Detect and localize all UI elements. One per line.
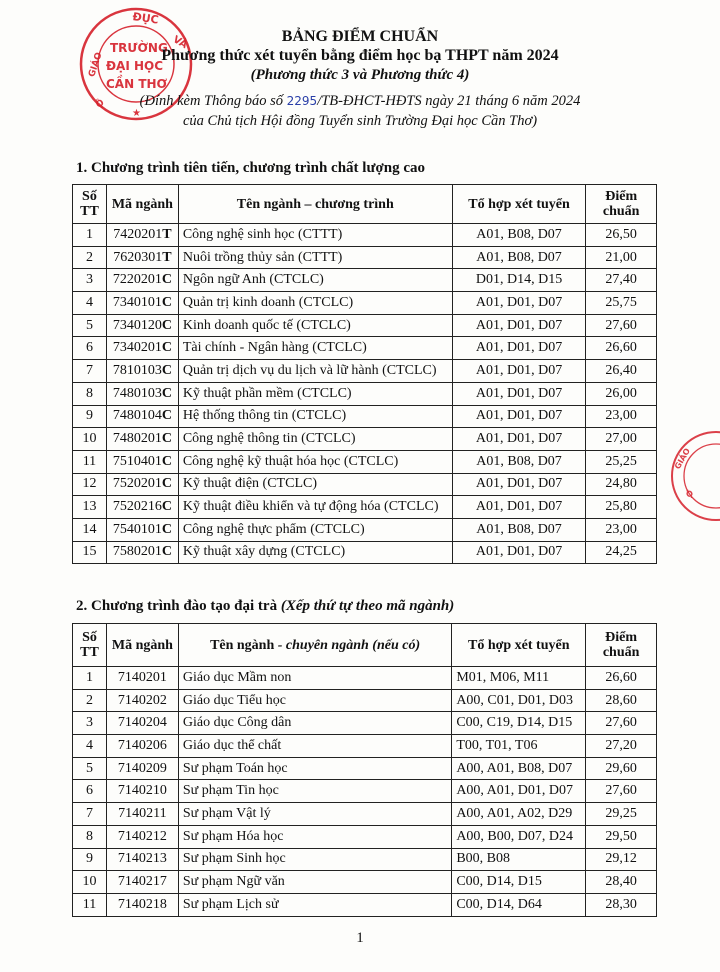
major-code-suffix: C [161, 340, 172, 356]
row-number: 3 [73, 269, 107, 292]
row-number: 2 [73, 689, 107, 712]
subject-combination: A01, D01, D07 [452, 292, 586, 315]
cutoff-score: 23,00 [586, 405, 657, 428]
major-name: Giáo dục Tiểu học [178, 689, 451, 712]
cutoff-score: 28,30 [586, 893, 657, 916]
major-code-suffix: C [161, 431, 172, 447]
major-name: Sư phạm Hóa học [178, 825, 451, 848]
major-code: 7140211 [106, 803, 178, 826]
table-row [73, 450, 657, 473]
row-number: 5 [73, 757, 107, 780]
cutoff-score: 27,60 [586, 780, 657, 803]
subject-combination: A00, B00, D07, D24 [452, 825, 586, 848]
major-code: 7140209 [106, 757, 178, 780]
row-number: 13 [73, 496, 107, 519]
row-number: 7 [73, 360, 107, 383]
row-number: 14 [73, 518, 107, 541]
document-subtitle: Phương thức xét tuyển bằng điểm học bạ THPT năm 2024 [161, 47, 559, 64]
major-name: Sư phạm Lịch sử [178, 893, 451, 916]
table-row [73, 428, 657, 451]
subject-combination: A01, D01, D07 [452, 405, 586, 428]
major-name: Sư phạm Ngữ văn [178, 871, 451, 894]
subject-combination: A01, B08, D07 [452, 450, 586, 473]
major-code-suffix: C [161, 499, 172, 515]
col-header-score: Điểm chuẩn [586, 185, 657, 224]
major-code-suffix: C [161, 294, 172, 310]
row-number: 3 [73, 712, 107, 735]
subject-combination: A01, D01, D07 [452, 428, 586, 451]
major-code-suffix: C [161, 317, 172, 333]
major-code-suffix: T [162, 226, 172, 242]
table-row [73, 803, 657, 826]
major-code-suffix: C [161, 453, 172, 469]
col-header-name-sub: - chuyên ngành (nếu có) [274, 637, 421, 653]
major-name: Kỹ thuật điện (CTCLC) [178, 473, 452, 496]
major-code [106, 246, 178, 269]
major-code: 7140206 [106, 735, 178, 758]
major-name: Kỹ thuật xây dựng (CTCLC) [178, 541, 452, 564]
table-row [73, 473, 657, 496]
table-row [73, 825, 657, 848]
table-row [73, 246, 657, 269]
table-row [73, 712, 657, 735]
svg-text:ĐẠI HỌC: ĐẠI HỌC [106, 59, 164, 73]
subject-combination: A01, D01, D07 [452, 496, 586, 519]
cutoff-score: 27,60 [586, 712, 657, 735]
section2-heading-text: 2. Chương trình đào tạo đại trà [76, 598, 281, 614]
cutoff-score: 23,00 [586, 518, 657, 541]
col-header-name-main: Tên ngành [210, 637, 275, 653]
major-code-digits: 7340201 [112, 340, 162, 356]
cutoff-score: 26,50 [586, 224, 657, 247]
cutoff-score: 27,20 [586, 735, 657, 758]
major-name: Kỹ thuật phần mềm (CTCLC) [178, 382, 452, 405]
cutoff-score: 21,00 [586, 246, 657, 269]
major-code-suffix: C [161, 408, 172, 424]
major-name: Nuôi trồng thủy sản (CTTT) [178, 246, 452, 269]
major-code-suffix: C [161, 385, 172, 401]
table-row [73, 405, 657, 428]
table-row [73, 735, 657, 758]
major-code [106, 450, 178, 473]
col-header-combo: Tổ hợp xét tuyển [452, 185, 586, 224]
row-number: 10 [73, 428, 107, 451]
row-number: 8 [73, 382, 107, 405]
major-code-digits: 7810103 [112, 362, 162, 378]
cutoff-score: 25,80 [586, 496, 657, 519]
cutoff-score: 24,80 [586, 473, 657, 496]
major-code: 7140202 [106, 689, 178, 712]
major-code [106, 541, 178, 564]
attachment-note-line2: của Chủ tịch Hội đồng Tuyển sinh Trường Đại học Cần Thơ) [182, 113, 538, 129]
subject-combination: A01, D01, D07 [452, 337, 586, 360]
major-code-suffix: C [161, 362, 172, 378]
col-header-code: Mã ngành [106, 185, 178, 224]
table-row [73, 689, 657, 712]
cutoff-score: 27,40 [586, 269, 657, 292]
row-number: 9 [73, 848, 107, 871]
cutoff-score: 24,25 [586, 541, 657, 564]
major-code: 7140201 [106, 667, 178, 690]
cutoff-score: 27,00 [586, 428, 657, 451]
major-name: Ngôn ngữ Anh (CTCLC) [178, 269, 452, 292]
major-name: Sư phạm Toán học [178, 757, 451, 780]
cutoff-score: 25,25 [586, 450, 657, 473]
attachment-pre: (Đính kèm Thông báo số [139, 93, 287, 109]
table-row [73, 292, 657, 315]
document-title: BẢNG ĐIỂM CHUẨN [281, 28, 439, 45]
cutoff-score: 28,60 [586, 689, 657, 712]
major-code [106, 292, 178, 315]
major-code-suffix: T [162, 249, 172, 265]
cutoff-score: 26,60 [586, 337, 657, 360]
subject-combination: A01, D01, D07 [452, 473, 586, 496]
table-row [73, 337, 657, 360]
row-number: 7 [73, 803, 107, 826]
major-code-digits: 7480103 [112, 385, 162, 401]
svg-text:GIÁO: GIÁO [672, 446, 693, 471]
major-code-suffix: C [161, 544, 172, 560]
major-code [106, 428, 178, 451]
subject-combination: A01, B08, D07 [452, 246, 586, 269]
major-code [106, 314, 178, 337]
svg-text:★: ★ [132, 108, 141, 119]
major-name: Công nghệ thực phẩm (CTCLC) [178, 518, 452, 541]
subject-combination: A01, B08, D07 [452, 518, 586, 541]
major-code: 7140204 [106, 712, 178, 735]
table-row [73, 269, 657, 292]
admission-methods: (Phương thức 3 và Phương thức 4) [250, 67, 470, 83]
table-row [73, 360, 657, 383]
cutoff-score: 29,60 [586, 757, 657, 780]
svg-text:TRƯỜNG: TRƯỜNG [110, 41, 168, 55]
table-row [73, 496, 657, 519]
table-row [73, 893, 657, 916]
subject-combination: A00, A01, D01, D07 [452, 780, 586, 803]
major-name: Tài chính - Ngân hàng (CTCLC) [178, 337, 452, 360]
row-number: 2 [73, 246, 107, 269]
major-name: Công nghệ kỹ thuật hóa học (CTCLC) [178, 450, 452, 473]
row-number: 1 [73, 667, 107, 690]
svg-text:CẦN THƠ: CẦN THƠ [106, 77, 168, 91]
major-code [106, 496, 178, 519]
major-code [106, 269, 178, 292]
major-name: Quản trị dịch vụ du lịch và lữ hành (CTCLC) [178, 360, 452, 383]
svg-text:Ộ: Ộ [684, 488, 695, 500]
major-code-digits: 7480201 [112, 431, 162, 447]
major-code-suffix: C [161, 272, 172, 288]
major-code [106, 518, 178, 541]
cutoff-score: 25,75 [586, 292, 657, 315]
subject-combination: A01, D01, D07 [452, 382, 586, 405]
cutoff-score: 29,50 [586, 825, 657, 848]
major-code: 7140210 [106, 780, 178, 803]
row-number: 11 [73, 893, 107, 916]
major-code-digits: 7510401 [112, 453, 162, 469]
col-header-combo: Tổ hợp xét tuyển [452, 624, 586, 667]
svg-text:Ộ: Ộ [94, 98, 107, 111]
section2-table [72, 623, 657, 917]
col-header-no: Số TT [73, 185, 107, 224]
major-code-digits: 7540101 [112, 521, 162, 537]
major-name: Giáo dục thể chất [178, 735, 451, 758]
major-name: Công nghệ sinh học (CTTT) [178, 224, 452, 247]
major-code [106, 473, 178, 496]
table-row [73, 848, 657, 871]
subject-combination: C00, C19, D14, D15 [452, 712, 586, 735]
row-number: 12 [73, 473, 107, 496]
major-code-digits: 7220201 [112, 272, 162, 288]
major-code-digits: 7340120 [112, 317, 162, 333]
major-name: Sư phạm Vật lý [178, 803, 451, 826]
major-code-digits: 7520216 [112, 499, 162, 515]
row-number: 15 [73, 541, 107, 564]
major-name: Giáo dục Mầm non [178, 667, 451, 690]
table-row [73, 314, 657, 337]
major-name: Công nghệ thông tin (CTCLC) [178, 428, 452, 451]
col-header-score: Điểm chuẩn [586, 624, 657, 667]
table-header-row [73, 624, 657, 667]
major-name: Giáo dục Công dân [178, 712, 451, 735]
table-row [73, 757, 657, 780]
major-code [106, 224, 178, 247]
cutoff-score: 26,60 [586, 667, 657, 690]
major-name: Kỹ thuật điều khiển và tự động hóa (CTCLC) [178, 496, 452, 519]
row-number: 4 [73, 292, 107, 315]
row-number: 10 [73, 871, 107, 894]
subject-combination: D01, D14, D15 [452, 269, 586, 292]
table-row [73, 871, 657, 894]
subject-combination: A01, D01, D07 [452, 541, 586, 564]
table-row [73, 780, 657, 803]
row-number: 6 [73, 780, 107, 803]
major-code: 7140212 [106, 825, 178, 848]
major-code-digits: 7580201 [112, 544, 162, 560]
major-name: Quản trị kinh doanh (CTCLC) [178, 292, 452, 315]
subject-combination: A01, D01, D07 [452, 314, 586, 337]
table-row [73, 224, 657, 247]
row-number: 8 [73, 825, 107, 848]
row-number: 4 [73, 735, 107, 758]
cutoff-score: 29,12 [586, 848, 657, 871]
major-code [106, 382, 178, 405]
major-code: 7140218 [106, 893, 178, 916]
major-code-suffix: C [161, 521, 172, 537]
major-name: Sư phạm Tin học [178, 780, 451, 803]
major-code [106, 337, 178, 360]
col-header-no: Số TT [73, 624, 107, 667]
attachment-post: /TB-ĐHCT-HĐTS ngày 21 tháng 6 năm 2024 [317, 93, 581, 109]
svg-text:ĐỤC: ĐỤC [131, 10, 160, 27]
row-number: 6 [73, 337, 107, 360]
major-code-suffix: C [161, 476, 172, 492]
major-code-digits: 7480104 [112, 408, 162, 424]
table-row [73, 667, 657, 690]
attachment-note [0, 93, 720, 110]
section1-table [72, 184, 657, 564]
row-number: 5 [73, 314, 107, 337]
major-code-digits: 7340101 [112, 294, 162, 310]
announcement-number: 2295 [286, 94, 318, 108]
svg-text:GIÁO: GIÁO [87, 51, 105, 79]
page-number: 1 [356, 930, 364, 946]
section1-heading: 1. Chương trình tiên tiến, chương trình chất lượng cao [76, 160, 426, 176]
section2-heading [76, 598, 454, 615]
major-code-digits: 7420201 [113, 226, 163, 242]
major-name: Kinh doanh quốc tế (CTCLC) [178, 314, 452, 337]
cutoff-score: 29,25 [586, 803, 657, 826]
major-code: 7140213 [106, 848, 178, 871]
subject-combination: T00, T01, T06 [452, 735, 586, 758]
row-number: 9 [73, 405, 107, 428]
subject-combination: M01, M06, M11 [452, 667, 586, 690]
subject-combination: A00, A01, A02, D29 [452, 803, 586, 826]
svg-text:VÀ: VÀ [170, 34, 190, 52]
partial-seal-stamp [668, 428, 720, 524]
subject-combination: A00, C01, D01, D03 [452, 689, 586, 712]
row-number: 11 [73, 450, 107, 473]
subject-combination: C00, D14, D64 [452, 893, 586, 916]
table-header-row [73, 185, 657, 224]
major-name: Hệ thống thông tin (CTCLC) [178, 405, 452, 428]
col-header-name: Tên ngành – chương trình [178, 185, 452, 224]
table-row [73, 518, 657, 541]
major-code-digits: 7620301 [113, 249, 163, 265]
major-code: 7140217 [106, 871, 178, 894]
cutoff-score: 27,60 [586, 314, 657, 337]
major-code-digits: 7520201 [112, 476, 162, 492]
col-header-name [178, 624, 451, 667]
cutoff-score: 26,00 [586, 382, 657, 405]
cutoff-score: 26,40 [586, 360, 657, 383]
cutoff-score: 28,40 [586, 871, 657, 894]
table-row [73, 382, 657, 405]
col-header-code: Mã ngành [106, 624, 178, 667]
major-code [106, 405, 178, 428]
major-code [106, 360, 178, 383]
subject-combination: C00, D14, D15 [452, 871, 586, 894]
table-row [73, 541, 657, 564]
major-name: Sư phạm Sinh học [178, 848, 451, 871]
subject-combination: A01, B08, D07 [452, 224, 586, 247]
row-number: 1 [73, 224, 107, 247]
section2-heading-note: (Xếp thứ tự theo mã ngành) [280, 598, 455, 614]
subject-combination: A00, A01, B08, D07 [452, 757, 586, 780]
subject-combination: A01, D01, D07 [452, 360, 586, 383]
subject-combination: B00, B08 [452, 848, 586, 871]
